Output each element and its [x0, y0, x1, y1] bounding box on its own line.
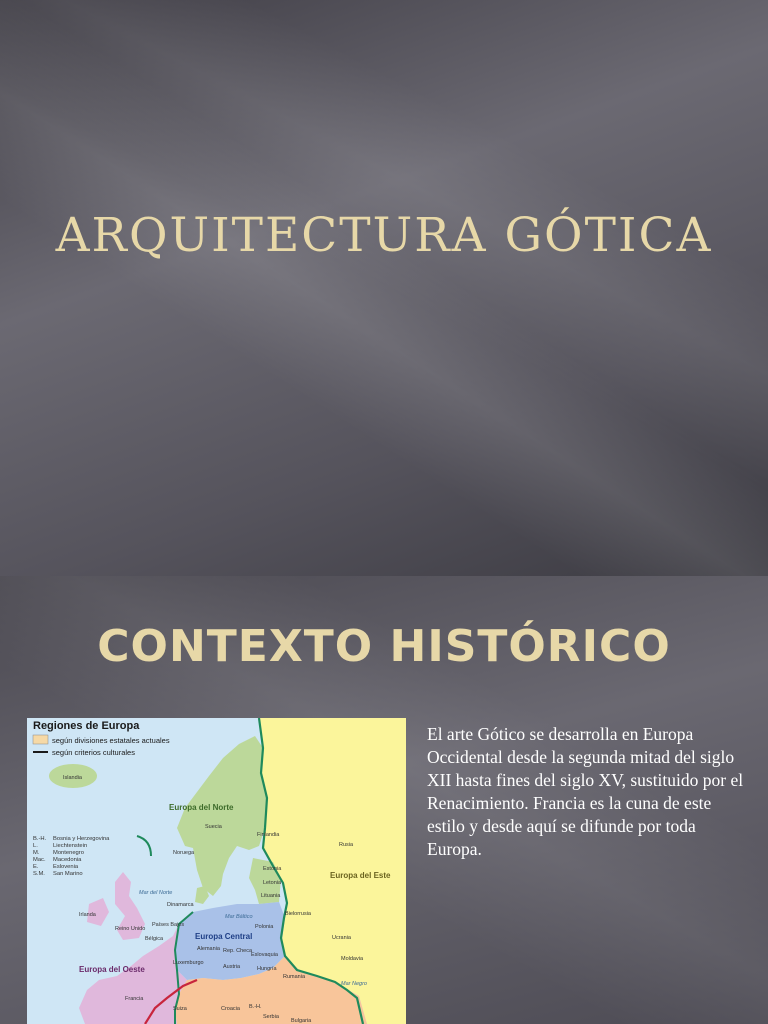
- presentation-title: ARQUITECTURA GÓTICA: [55, 208, 713, 263]
- sea-label: Mar del Norte: [139, 890, 173, 896]
- abbr-code: Mac.: [33, 857, 46, 863]
- country-label: Islandia: [63, 775, 82, 781]
- country-label: Rumania: [283, 974, 306, 980]
- sea-label: Mar Báltico: [225, 914, 253, 920]
- country-label: B.-H.: [249, 1004, 262, 1010]
- country-label: Letonia: [263, 880, 282, 886]
- country-label: Bélgica: [145, 936, 164, 942]
- abbr-code: E.: [33, 864, 39, 870]
- country-label: Austria: [223, 964, 241, 970]
- country-label: Croacia: [221, 1006, 240, 1012]
- abbr-code: M.: [33, 850, 40, 856]
- abbr-name: Macedonia: [53, 857, 82, 863]
- abbr-code: S.M.: [33, 871, 45, 877]
- country-label: Ucrania: [332, 935, 351, 941]
- country-label: Reino Unido: [115, 926, 146, 932]
- country-label: Suiza: [173, 1006, 187, 1012]
- europe-regions-map: [27, 718, 406, 1024]
- region-label-east: Europa del Este: [330, 871, 391, 880]
- country-label: Estonia: [263, 866, 282, 872]
- country-label: Moldavia: [341, 956, 364, 962]
- slide-title: CONTEXTO HISTÓRICO: [97, 621, 671, 672]
- abbr-code: L.: [33, 843, 38, 849]
- country-label: Eslovaquia: [251, 952, 278, 958]
- abbr-name: San Marino: [53, 871, 83, 877]
- legend-item-states: según divisiones estatales actuales: [52, 736, 170, 745]
- region-label-north: Europa del Norte: [169, 803, 234, 812]
- sea-label: Mar Negro: [341, 981, 367, 987]
- country-label: Luxemburgo: [173, 960, 204, 966]
- map-svg: [27, 718, 406, 1024]
- country-label: Rusia: [339, 842, 354, 848]
- country-label: Finlandia: [257, 832, 280, 838]
- abbr-name: Montenegro: [53, 850, 84, 856]
- country-label: Alemania: [197, 946, 220, 952]
- country-label: Noruega: [173, 850, 195, 856]
- country-label: Irlanda: [79, 912, 96, 918]
- country-label: Bielorrusia: [285, 911, 311, 917]
- abbr-name: Eslovenia: [53, 864, 79, 870]
- country-label: Dinamarca: [167, 902, 194, 908]
- legend-item-cultural: según criterios culturales: [52, 748, 135, 757]
- country-label: Serbia: [263, 1014, 279, 1020]
- country-label: Rep. Checa: [223, 948, 253, 954]
- context-paragraph: El arte Gótico se desarrolla en Europa Occidental desde la segunda mitad del siglo XII hasta fines del siglo XV, sustituido por el Renacimiento. Francia es la cuna de este estilo y desde aquí se difunde por toda Europa.: [427, 724, 744, 859]
- abbr-name: Liechtenstein: [53, 843, 88, 849]
- country-label: Hungría: [257, 966, 277, 972]
- abbr-code: B.-H.: [33, 836, 47, 842]
- country-label: Francia: [125, 996, 144, 1002]
- abbr-name: Bosnia y Herzegovina: [53, 836, 110, 842]
- country-label: Lituania: [261, 893, 281, 899]
- country-label: Países Bajos: [152, 922, 185, 928]
- country-label: Polonia: [255, 924, 274, 930]
- legend-swatch: [33, 735, 48, 744]
- country-label: Bulgaria: [291, 1018, 312, 1024]
- country-label: Suecia: [205, 824, 222, 830]
- map-title: Regiones de Europa: [33, 720, 140, 732]
- region-label-central: Europa Central: [195, 932, 253, 941]
- context-slide: [0, 576, 768, 1024]
- region-label-west: Europa del Oeste: [79, 965, 145, 974]
